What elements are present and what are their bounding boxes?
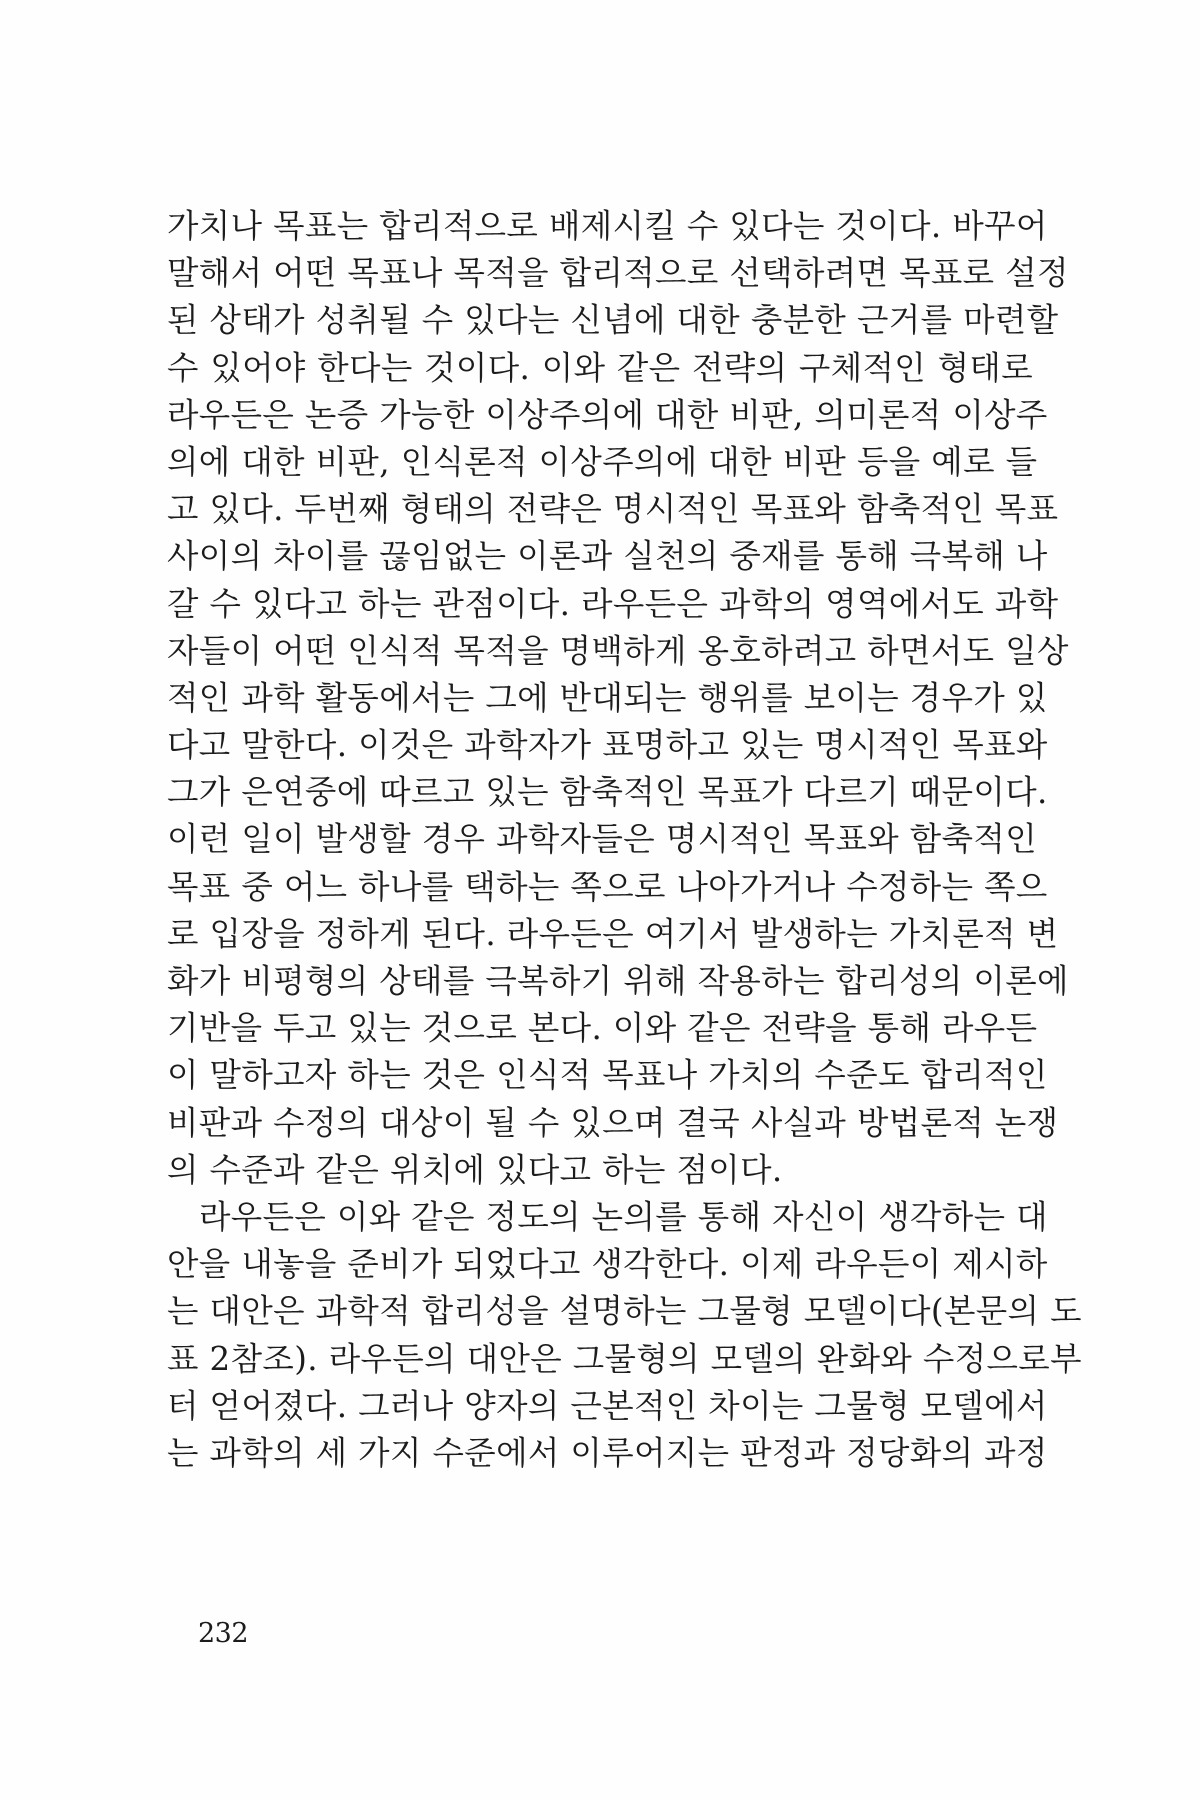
text-line: 고 있다. 두번째 형태의 전략은 명시적인 목표와 함축적인 목표 — [167, 490, 1059, 529]
text-line: 수 있어야 한다는 것이다. 이와 같은 전략의 구체적인 형태로 — [167, 348, 1033, 387]
text-line: 는 과학의 세 가지 수준에서 이루어지는 판정과 정당화의 과정 — [167, 1433, 1048, 1472]
text-line: 말해서 어떤 목표나 목적을 합리적으로 선택하려면 목표로 설정 — [167, 254, 1069, 293]
text-line: 의에 대한 비판, 인식론적 이상주의에 대한 비판 등을 예로 들 — [167, 442, 1038, 481]
text-line: 의 수준과 같은 위치에 있다고 하는 점이다. — [167, 1150, 783, 1189]
page-number: 232 — [198, 1618, 249, 1649]
paragraph-2 — [167, 1194, 1082, 1477]
text-line: 라우든은 논증 가능한 이상주의에 대한 비판, 의미론적 이상주 — [167, 395, 1048, 434]
text-line: 자들이 어떤 인식적 목적을 명백하게 옹호하려고 하면서도 일상 — [167, 631, 1069, 670]
text-line: 이 말하고자 하는 것은 인식적 목표나 가치의 수준도 합리적인 — [167, 1056, 1048, 1095]
text-line: 갈 수 있다고 하는 관점이다. 라우든은 과학의 영역에서도 과학 — [167, 584, 1059, 623]
text-line: 안을 내놓을 준비가 되었다고 생각한다. 이제 라우든이 제시하 — [167, 1245, 1048, 1284]
text-line: 다고 말한다. 이것은 과학자가 표명하고 있는 명시적인 목표와 — [167, 726, 1048, 765]
text-line: 기반을 두고 있는 것으로 본다. 이와 같은 전략을 통해 라우든 — [167, 1009, 1038, 1048]
text-line: 터 얻어졌다. 그러나 양자의 근본적인 차이는 그물형 모델에서 — [167, 1386, 1048, 1425]
text-line: 가치나 목표는 합리적으로 배제시킬 수 있다는 것이다. 바꾸어 — [167, 207, 1048, 245]
text-line: 목표 중 어느 하나를 택하는 쪽으로 나아가거나 수정하는 쪽으 — [167, 867, 1048, 906]
text-line: 로 입장을 정하게 된다. 라우든은 여기서 발생하는 가치론적 변 — [167, 914, 1059, 953]
text-line: 라우든은 이와 같은 정도의 논의를 통해 자신이 생각하는 대 — [199, 1197, 1048, 1236]
body-text — [167, 203, 1082, 1477]
text-line: 비판과 수정의 대상이 될 수 있으며 결국 사실과 방법론적 논쟁 — [167, 1103, 1059, 1142]
text-line: 표 2참조). 라우든의 대안은 그물형의 모델의 완화와 수정으로부 — [167, 1339, 1082, 1378]
text-line: 그가 은연중에 따르고 있는 함축적인 목표가 다르기 때문이다. — [167, 773, 1048, 812]
text-line: 사이의 차이를 끊임없는 이론과 실천의 중재를 통해 극복해 나 — [167, 537, 1048, 576]
text-line: 화가 비평형의 상태를 극복하기 위해 작용하는 합리성의 이론에 — [167, 962, 1069, 1000]
text-line: 는 대안은 과학적 합리성을 설명하는 그물형 모델이다(본문의 도 — [167, 1292, 1082, 1331]
text-line: 된 상태가 성취될 수 있다는 신념에 대한 충분한 근거를 마련할 — [167, 301, 1059, 340]
paragraph-1 — [167, 203, 1069, 1194]
text-line: 이런 일이 발생할 경우 과학자들은 명시적인 목표와 함축적인 — [167, 820, 1037, 859]
text-line: 적인 과학 활동에서는 그에 반대되는 행위를 보이는 경우가 있 — [167, 678, 1048, 717]
